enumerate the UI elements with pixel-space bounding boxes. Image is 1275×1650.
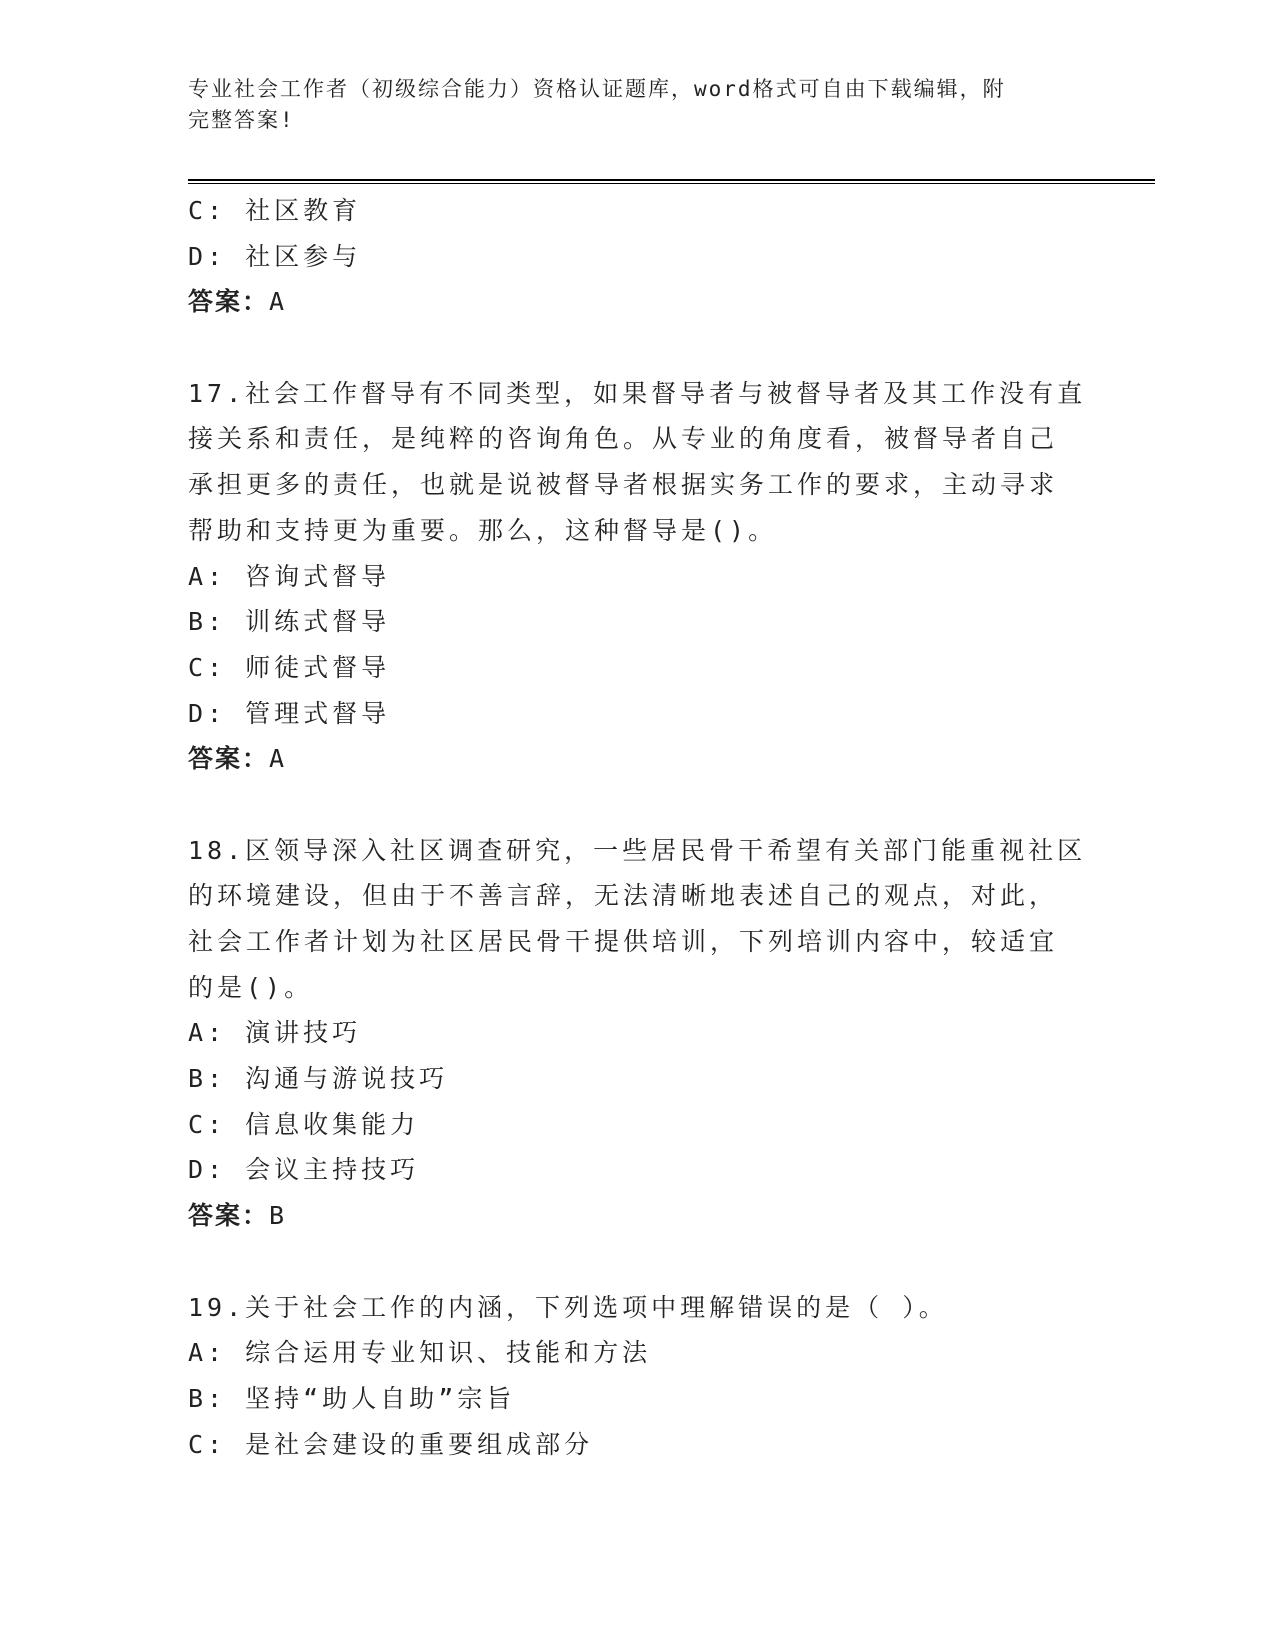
option-c <box>188 1102 1088 1148</box>
option-d <box>188 1147 1088 1193</box>
answer-label: 答案： <box>188 744 270 774</box>
answer-value: B <box>269 1201 285 1231</box>
option-text: 演讲技巧 <box>245 1018 362 1048</box>
option-c <box>188 1422 1088 1468</box>
header-rule <box>188 179 1155 181</box>
header-line-1: 专业社会工作者（初级综合能力）资格认证题库，word格式可自由下载编辑，附 <box>188 77 1006 101</box>
option-text: 咨询式督导 <box>245 561 391 591</box>
question-stem-line: 社会工作者计划为社区居民骨干提供培训，下列培训内容中，较适宜 <box>188 927 1059 956</box>
option-a <box>188 1330 1088 1376</box>
option-text: 社区教育 <box>245 196 362 225</box>
option-text: 师徒式督导 <box>245 652 391 682</box>
answer-line <box>188 279 1088 325</box>
option-letter: B: <box>188 607 227 637</box>
option-letter: D: <box>188 698 227 728</box>
option-letter: D: <box>188 1155 227 1185</box>
option-text: 是社会建设的重要组成部分 <box>245 1429 594 1459</box>
option-letter: C: <box>188 652 227 682</box>
option-b <box>188 1056 1088 1102</box>
question-stem-line: 帮助和支持更为重要。那么，这种督导是()。 <box>188 515 778 545</box>
option-text: 沟通与游说技巧 <box>245 1064 449 1094</box>
question-stem-line: 17.社会工作督导有不同类型，如果督导者与被督导者及其工作没有直 <box>188 378 1087 408</box>
question-stem-line: 承担更多的责任，也就是说被督导者根据实务工作的要求，主动寻求 <box>188 470 1059 500</box>
spacer <box>188 1239 1088 1285</box>
answer-value: A <box>269 287 285 317</box>
option-letter: B: <box>188 1064 227 1094</box>
page-header <box>188 74 1068 136</box>
document-body <box>188 188 1088 1467</box>
question-stem-line: 19.关于社会工作的内涵，下列选项中理解错误的是（ ）。 <box>188 1292 948 1322</box>
question-19 <box>188 1285 1088 1468</box>
answer-label: 答案： <box>188 1201 270 1231</box>
option-letter: D: <box>188 241 227 271</box>
option-text: 社区参与 <box>245 241 362 271</box>
option-text: 管理式督导 <box>245 698 391 728</box>
spacer <box>188 325 1088 371</box>
option-letter: C: <box>188 1109 227 1139</box>
question-stem-line: 18.区领导深入社区调查研究，一些居民骨干希望有关部门能重视社区 <box>188 835 1087 865</box>
option-text: 会议主持技巧 <box>245 1155 420 1185</box>
option-letter: C: <box>188 1429 227 1459</box>
question-18 <box>188 828 1088 1239</box>
question-stem-line: 接关系和责任，是纯粹的咨询角色。从专业的角度看，被督导者自己 <box>188 424 1059 454</box>
option-letter: C: <box>188 196 227 225</box>
spacer <box>188 782 1088 828</box>
option-text: 坚持“助人自助”宗旨 <box>245 1383 516 1413</box>
option-letter: A: <box>188 1338 227 1368</box>
header-line-2: 完整答案! <box>188 108 295 132</box>
question-stem-line: 的环境建设，但由于不善言辞，无法清晰地表述自己的观点，对此， <box>188 881 1059 911</box>
option-c <box>188 188 1088 234</box>
option-text: 信息收集能力 <box>245 1109 420 1139</box>
option-letter: A: <box>188 561 227 591</box>
option-letter: A: <box>188 1018 227 1048</box>
question-stem-line: 的是()。 <box>188 972 314 1002</box>
answer-value: A <box>269 744 285 774</box>
option-a <box>188 554 1088 600</box>
question-17 <box>188 371 1088 782</box>
header-rule-thin <box>188 183 1155 184</box>
answer-label: 答案： <box>188 287 270 317</box>
option-c <box>188 645 1088 691</box>
option-text: 综合运用专业知识、技能和方法 <box>245 1338 652 1368</box>
option-d <box>188 691 1088 737</box>
option-d <box>188 234 1088 280</box>
option-b <box>188 1376 1088 1422</box>
answer-line <box>188 1193 1088 1239</box>
option-b <box>188 599 1088 645</box>
option-letter: B: <box>188 1383 227 1413</box>
answer-line <box>188 736 1088 782</box>
question-16-continued <box>188 188 1088 325</box>
option-a <box>188 1010 1088 1056</box>
option-text: 训练式督导 <box>245 607 391 637</box>
